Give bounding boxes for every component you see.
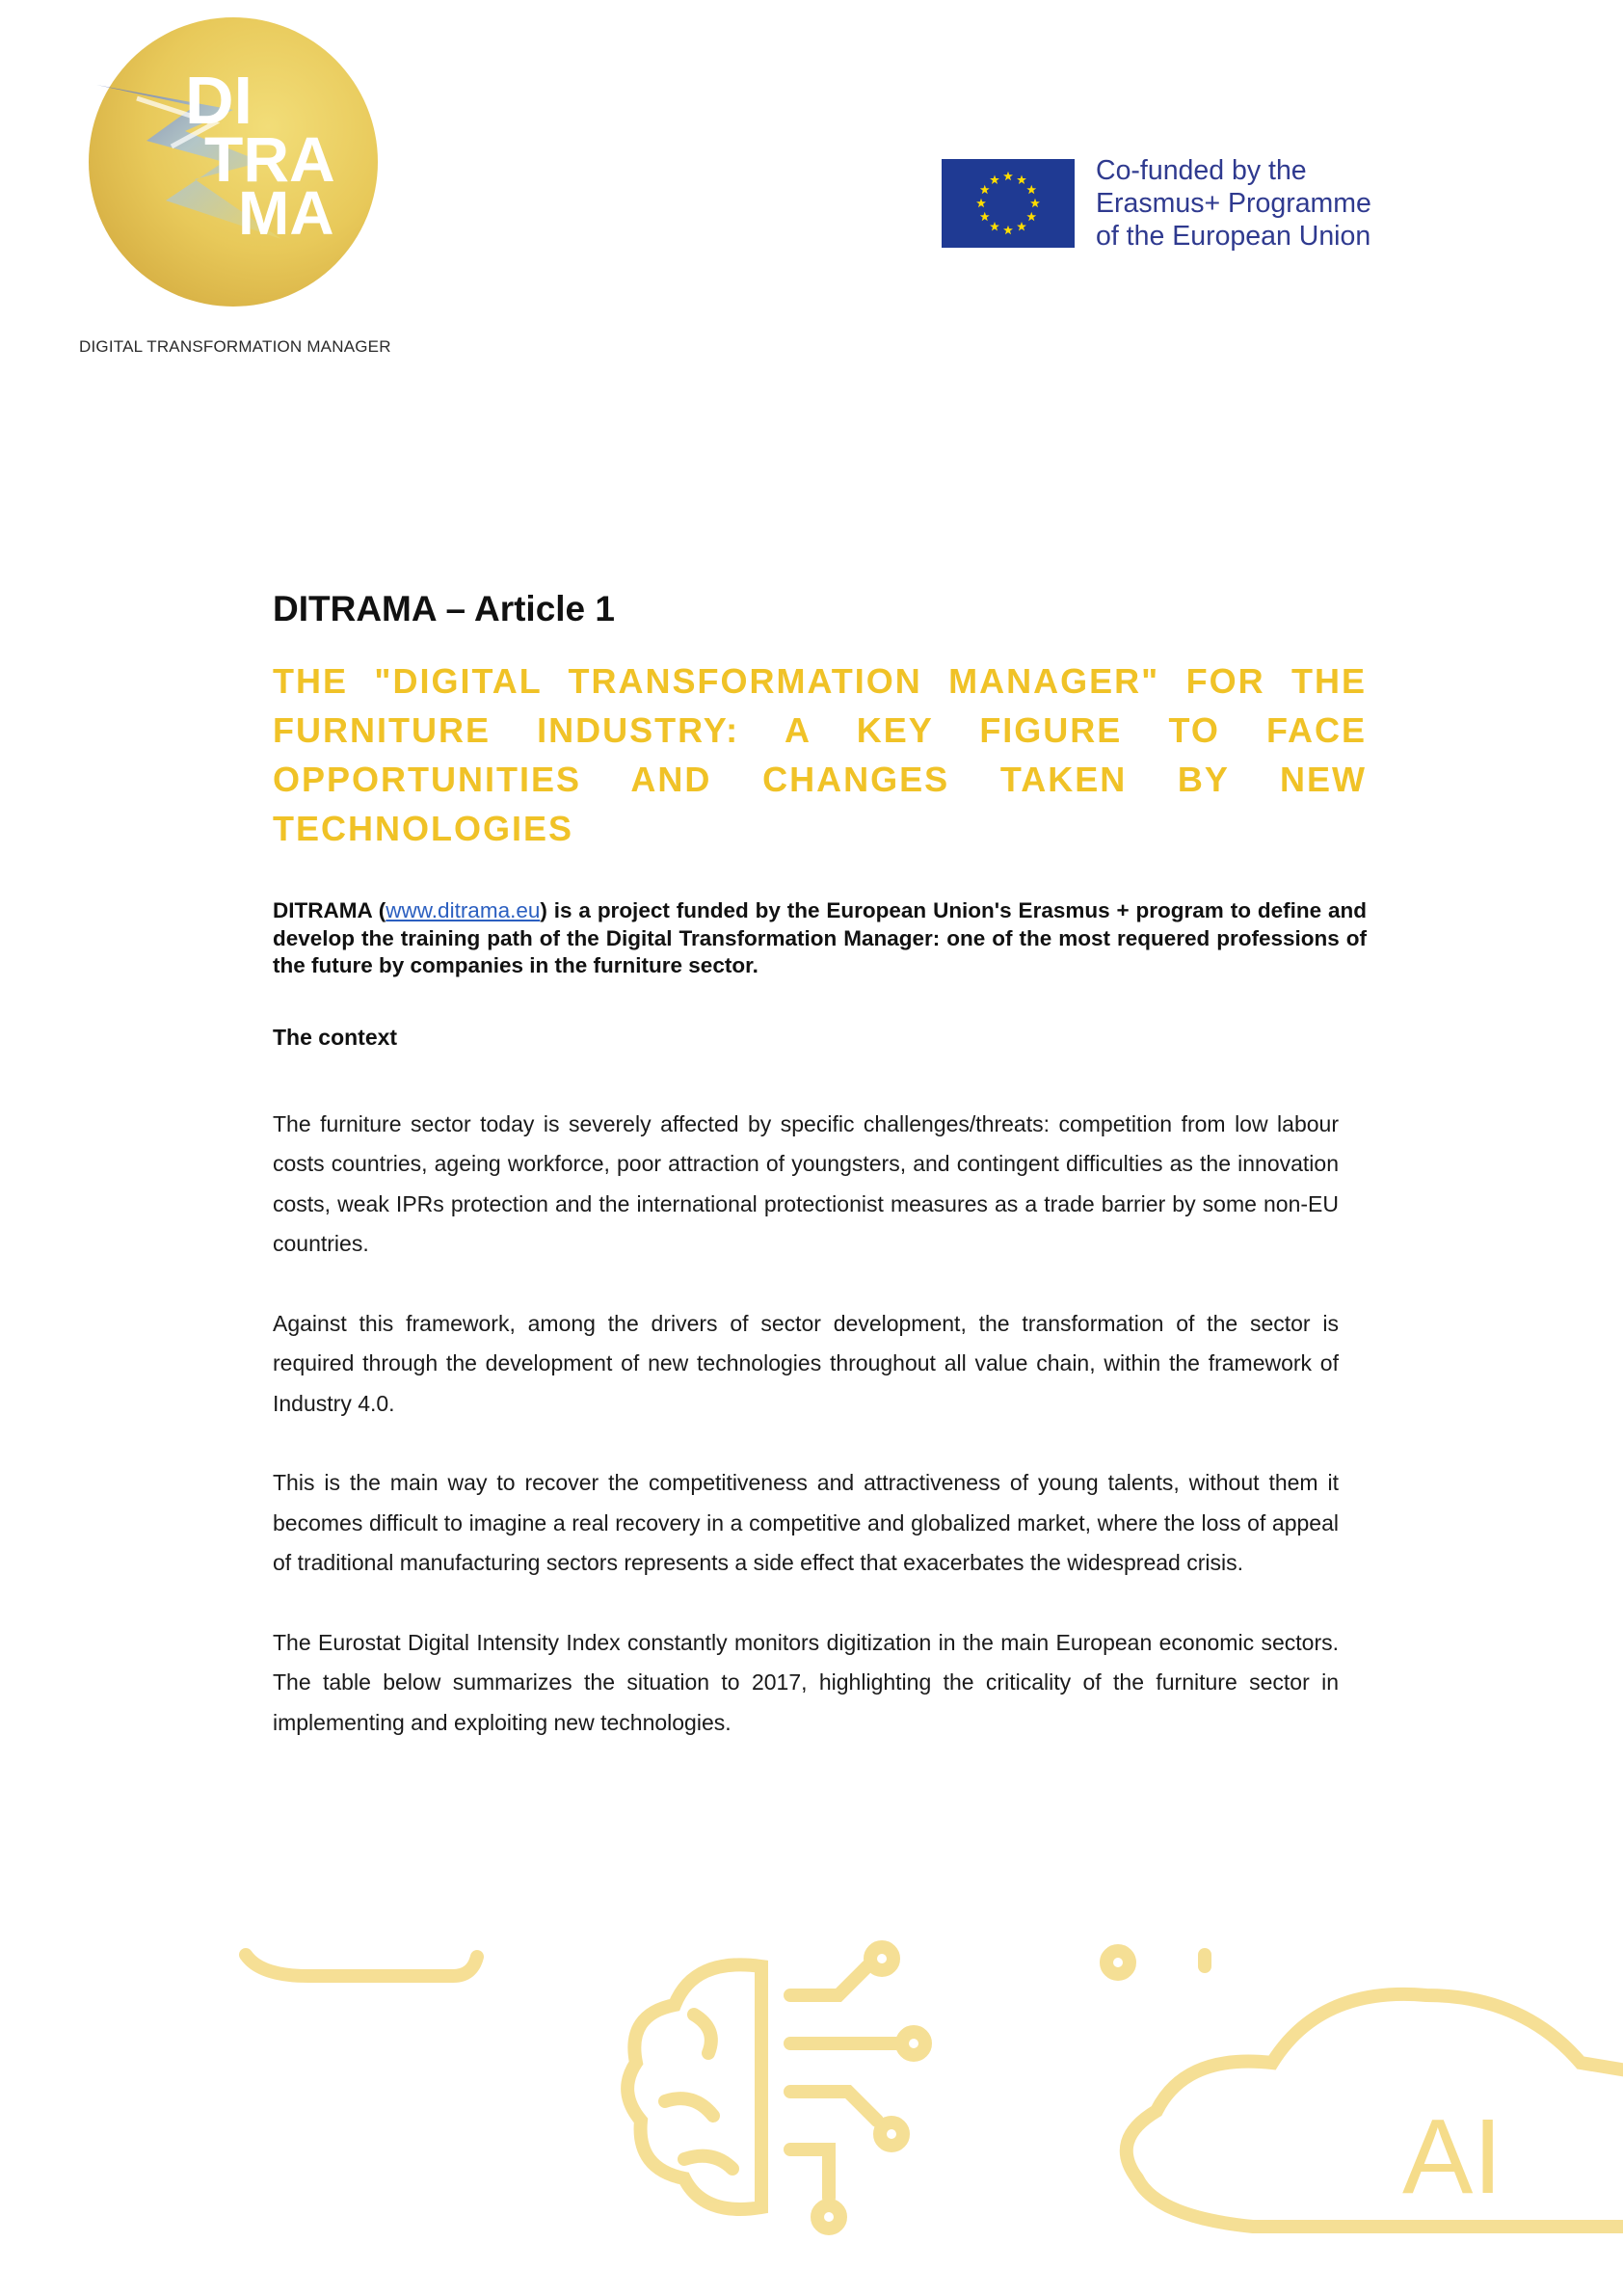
eu-badge-text: [1096, 154, 1371, 253]
brain-circuit-icon: [627, 1947, 925, 2229]
intro-paragraph: [273, 897, 1367, 980]
cloud-label: AI: [1402, 2097, 1503, 2216]
cloud-icon: [1127, 1994, 1623, 2178]
device-outline-partial: [246, 1955, 477, 1976]
dot-decoration: [1106, 1951, 1130, 1974]
eu-badge-line-3: of the European Union: [1096, 221, 1371, 252]
ditrama-website-link[interactable]: www.ditrama.eu: [386, 898, 541, 922]
body-paragraph-1: The furniture sector today is severely affected by specific challenges/threats: competition from low labour costs countries, ageing workforce, poor attraction of youngsters, and contingent difficulties as the innovation costs, weak IPRs protection and the international protectionist measures as a trade barrier by some non-EU countries.: [273, 1110, 1339, 1256]
eu-badge-line-1: Co-funded by the: [1096, 155, 1307, 186]
section-heading: The context: [273, 1024, 398, 1050]
article-content: [273, 586, 1367, 1743]
ditrama-logo: [79, 17, 387, 307]
body-paragraph-4: The Eurostat Digital Intensity Index constantly monitors digitization in the main European economic sectors. The table below summarizes the situation to 2017, highlighting the criticality of the furniture sector in implementing and exploiting new technologies.: [273, 1629, 1339, 1735]
logo-line-3: MA: [238, 178, 334, 248]
logo-line-2: TRA: [204, 123, 335, 195]
footer-decoration: [0, 1937, 1623, 2296]
article-title: DITRAMA – Article 1: [273, 589, 615, 628]
logo-line-1: DI: [185, 63, 253, 138]
intro-prefix: DITRAMA (: [273, 898, 386, 922]
logo-caption: DIGITAL TRANSFORMATION MANAGER: [79, 337, 391, 356]
eu-cofunded-badge: [942, 155, 1371, 252]
body-paragraph-3: This is the main way to recover the competitiveness and attractiveness of young talents, without them it becomes difficult to imagine a real recovery in a competitive and globalized market, where the loss of appeal of traditional manufacturing sectors represents a side effect that exacerbates the widespread crisis.: [273, 1470, 1339, 1575]
eu-badge-line-2: Erasmus+ Programme: [1096, 188, 1371, 219]
body-paragraph-2: Against this framework, among the drivers of sector development, the transformation of the sector is required through the development of new technologies throughout all value chain, within the framework of Industry 4.0.: [273, 1310, 1339, 1416]
article-subtitle: THE "DIGITAL TRANSFORMATION MANAGER" FOR THE FURNITURE INDUSTRY: A KEY FIGURE TO FACE OPPORTUNITIES AND CHANGES TAKEN BY NEW TECHNOLOGIES: [273, 661, 1367, 848]
intro-suffix: ) is a project funded by the European Union's Erasmus + program to define and develop the training path of the Digital Transformation Manager: one of the most requered professions of the future by companies in the furniture sector.: [273, 898, 1367, 977]
eu-flag-icon: [942, 159, 1075, 248]
